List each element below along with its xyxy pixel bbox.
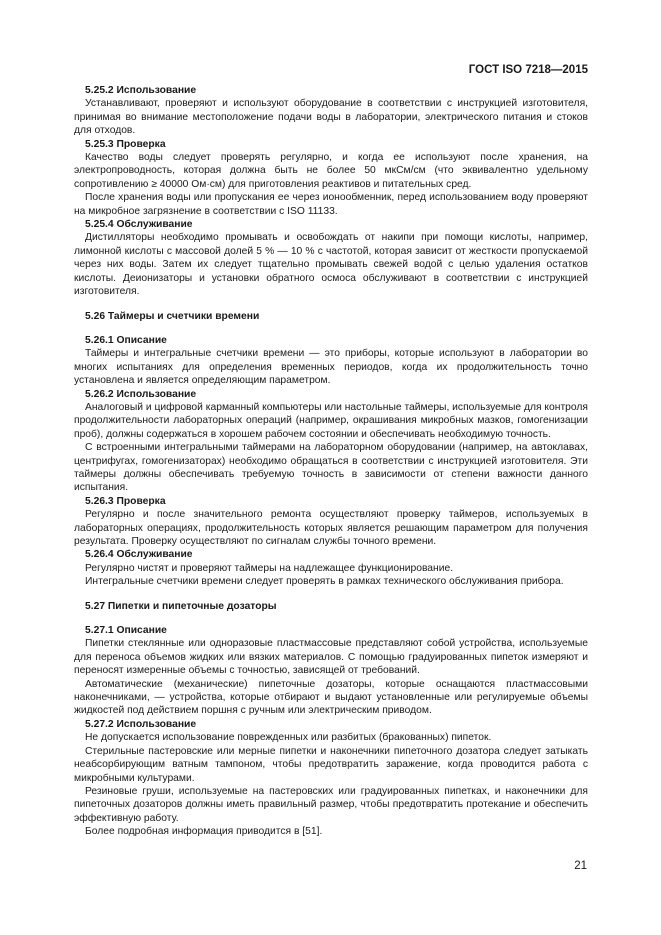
- subsection-heading: 5.26.3 Проверка: [85, 495, 166, 507]
- subsection-heading: 5.26.4 Обслуживание: [85, 549, 193, 561]
- paragraph: После хранения воды или пропускания ее через ионообменник, перед использованием воду проверяют на микробное загрязнение в соответствии с ISO 11133.: [74, 192, 588, 217]
- paragraph: Интегральные счетчики времени следует проверять в рамках технического обслуживания прибора.: [85, 576, 564, 588]
- document-id: ГОСТ ISO 7218—2015: [468, 64, 588, 76]
- paragraph: Резиновые груши, используемые на пастеровских или градуированных пипетках, и наконечники для пипеточных дозаторов должны иметь правильный размер, чтобы предотвратить протекание и обеспечить эффективную работу.: [74, 785, 588, 824]
- paragraph: С встроенными интегральными таймерами на лабораторном оборудовании (например, на автоклавах, центрифугах, гомогенизаторах) необходимо обращаться в соответствии с инструкцией изготовителя. Эти таймеры должны обеспечивать требуемую точность в зависимости от степени важности данного испытания.: [74, 442, 588, 494]
- subsection-heading: 5.25.2 Использование: [85, 85, 197, 96]
- paragraph: Более подробная информация приводится в [51].: [85, 826, 323, 838]
- paragraph: Не допускается использование поврежденных или разбитых (бракованных) пипеток.: [85, 732, 492, 744]
- subsection-heading: 5.27.1 Описание: [85, 625, 167, 637]
- paragraph: Аналоговый и цифровой карманный компьютеры или настольные таймеры, используемые для контроля продолжительности лабораторных операций (например, окрашивания микробных мазков, гомогенизации проб), должны содержаться в хорошем рабочем состоянии и обеспечивать необходимую точность.: [74, 401, 588, 440]
- paragraph: Автоматические (механические) пипеточные дозаторы, которые оснащаются пластмассовыми наконечниками, — устройства, которые отбирают и выдают установленные или регулируемые объемы жидкостей под действием поршня с ручным или электрическим приводом.: [74, 678, 588, 717]
- paragraph: Регулярно и после значительного ремонта осуществляют проверку таймеров, используемых в лабораторных операциях, продолжительность которых является решающим параметром для получения результата. Проверку осуществляют по сигналам службы точного времени.: [74, 509, 588, 547]
- subsection-heading: 5.26.1 Описание: [85, 334, 167, 346]
- document-body: [74, 84, 588, 839]
- paragraph: Регулярно чистят и проверяют таймеры на надлежащее функционирование.: [85, 562, 454, 574]
- section-heading: 5.27 Пипетки и пипеточные дозаторы: [85, 600, 277, 612]
- subsection-heading: 5.25.3 Проверка: [85, 138, 166, 150]
- paragraph: Пипетки стеклянные или одноразовые пластмассовые представляют собой устройства, используемые для переноса объемов жидких или вязких материалов. С помощью градуированных пипеток измеряют и переносят измеренные объемы с точностью, зависящей от требований.: [74, 638, 588, 677]
- paragraph: Стерильные пастеровские или мерные пипетки и наконечники пипеточного дозатора следует затыкать неабсорбирующим ватным тампоном, чтобы предотвратить заражение, когда проводится работа с микробными культурами.: [74, 745, 588, 784]
- subsection-heading: 5.26.2 Использование: [85, 388, 197, 400]
- paragraph: Дистилляторы необходимо промывать и освобождать от накипи при помощи кислоты, например, лимонной кислоты с массовой долей 5 % — 10 % с частотой, которая зависит от жесткости пропускаемой через них воды. Затем их следует тщательно промывать свежей водой с целью удаления остатков кислоты. Деионизаторы и установки обратного осмоса обслуживают в соответствии с инструкцией изготовителя.: [74, 232, 588, 298]
- subsection-heading: 5.25.4 Обслуживание: [85, 219, 193, 231]
- paragraph: Качество воды следует проверять регулярно, и когда ее используют после хранения, на электропроводность, которая должна быть не более 50 мкСм/см (что эквивалентно удельному сопротивлению ≥ 40000 Ом·см) для приготовления реактивов и питательных сред.: [74, 152, 588, 190]
- paragraph: Устанавливают, проверяют и используют оборудование в соответствии с инструкцией изготовителя, принимая во внимание местоположение подачи воды в лаборатории, электрического питания и стоков для отходов.: [74, 98, 588, 137]
- subsection-heading: 5.27.2 Использование: [85, 718, 197, 730]
- section-heading: 5.26 Таймеры и счетчики времени: [85, 310, 260, 322]
- paragraph: Таймеры и интегральные счетчики времени — это приборы, которые используют в лаборатории во многих испытаниях для определения временных периодов, когда их продолжительность точно установлена и является определяющим параметром.: [74, 348, 588, 387]
- page-number: 21: [574, 860, 587, 872]
